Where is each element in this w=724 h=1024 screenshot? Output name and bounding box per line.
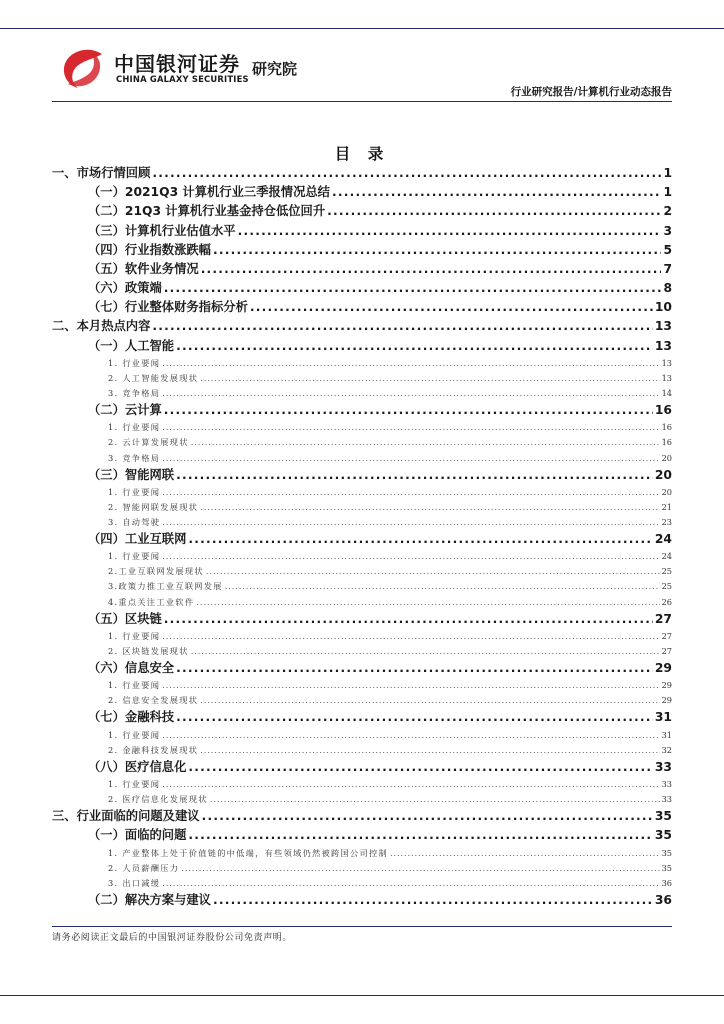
toc-dot-leader	[390, 846, 660, 861]
toc-entry-title: 3. 出口减缓	[108, 877, 161, 888]
toc-page-number: 26	[661, 596, 672, 607]
toc-entry[interactable]	[52, 807, 672, 826]
toc-entry[interactable]	[52, 485, 672, 500]
toc-entry-title: （七）行业整体财务指标分析	[88, 300, 248, 315]
toc-dot-leader	[213, 241, 661, 260]
toc-entry-title: （三）计算机行业估值水平	[88, 223, 236, 238]
toc-entry[interactable]	[52, 356, 672, 371]
toc-entry[interactable]	[52, 758, 672, 777]
toc-entry-title: （四）工业互联网	[88, 532, 187, 547]
toc-page-number: 1	[663, 165, 672, 180]
toc-entry[interactable]	[52, 530, 672, 549]
toc-page-number: 2	[663, 204, 672, 219]
toc-entry-title: （一）面临的问题	[88, 828, 187, 843]
toc-entry[interactable]	[52, 564, 672, 579]
toc-dot-leader	[162, 678, 659, 693]
toc-page-number: 27	[654, 611, 672, 626]
toc-dot-leader	[152, 164, 661, 183]
toc-entry-title: 3. 自动驾驶	[108, 517, 161, 527]
toc-entry-title: （三）智能网联	[88, 467, 175, 482]
toc-entry[interactable]	[52, 298, 672, 317]
toc-dot-leader	[162, 629, 659, 644]
toc-page-number: 27	[661, 645, 672, 656]
toc-entry-title: 1. 行业要闻	[108, 422, 161, 433]
toc-entry[interactable]	[52, 451, 672, 466]
header-rule	[52, 101, 672, 102]
toc-entry[interactable]	[52, 826, 672, 845]
toc-entry[interactable]	[52, 260, 672, 279]
toc-entry-title: （一）人工智能	[88, 338, 175, 353]
toc-dot-leader	[332, 183, 661, 202]
toc-page-number: 24	[661, 551, 672, 562]
toc-page-number: 25	[661, 581, 672, 592]
toc-entry-title: 1. 行业要闻	[108, 551, 161, 562]
toc-entry-title: （二）解决方案与建议	[88, 892, 211, 907]
toc-page-number: 27	[661, 630, 672, 641]
toc-entry[interactable]	[52, 595, 672, 610]
top-rule	[0, 28, 724, 29]
disclaimer-note: 请务必阅读正文最后的中国银河证券股份公司免责声明。	[52, 933, 293, 943]
galaxy-logo-icon	[58, 44, 106, 92]
toc-dot-leader	[210, 792, 660, 807]
toc-entry[interactable]	[52, 337, 672, 356]
toc-entry-title: （六）政策端	[88, 281, 162, 296]
toc-page-number: 35	[654, 809, 672, 824]
toc-dot-leader	[196, 595, 659, 610]
toc-dot-leader	[162, 451, 659, 466]
toc-entry-title: 3. 竞争格局	[108, 388, 161, 399]
toc-dot-leader	[176, 708, 653, 727]
toc-dot-leader	[188, 758, 652, 777]
toc-entry-title: （二）21Q3 计算机行业基金持仓低位回升	[88, 204, 326, 219]
toc-page-number: 3	[663, 223, 672, 238]
toc-entry-title: 1. 行业要闻	[108, 680, 161, 691]
toc-page-number: 13	[661, 357, 672, 368]
toc-dot-leader	[176, 466, 653, 485]
toc-entry[interactable]	[52, 693, 672, 708]
toc-dot-leader	[238, 222, 662, 241]
toc-page-number: 25	[661, 566, 672, 577]
toc-entry-title: （二）云计算	[88, 403, 162, 418]
toc-page-number: 16	[654, 403, 672, 418]
toc-entry[interactable]	[52, 792, 672, 807]
toc-entry[interactable]	[52, 466, 672, 485]
toc-dot-leader	[181, 861, 659, 876]
toc-entry-title: 2. 人员薪酬压力	[108, 862, 180, 873]
toc-page-number: 35	[654, 828, 672, 843]
toc-entry-title: 2. 信息安全发展现状	[108, 695, 199, 706]
toc-entry[interactable]	[52, 876, 672, 891]
toc-page-number: 29	[654, 661, 672, 676]
toc-entry[interactable]	[52, 515, 672, 530]
toc-entry-title: 1. 行业要闻	[108, 486, 161, 497]
toc-entry-title: （一）2021Q3 计算机行业三季报情况总结	[88, 185, 330, 200]
toc-dot-leader	[152, 318, 652, 337]
toc-entry[interactable]	[52, 279, 672, 298]
toc-entry-title: 2. 医疗信息化发展现状	[108, 794, 208, 805]
toc-dot-leader	[162, 777, 659, 792]
toc-entry[interactable]	[52, 318, 672, 337]
report-type: 行业研究报告/计算机行业动态报告	[510, 86, 672, 98]
toc-entry[interactable]	[52, 861, 672, 876]
table-of-contents	[52, 164, 672, 910]
toc-dot-leader	[162, 485, 659, 500]
toc-dot-leader	[201, 260, 662, 279]
toc-page-number: 14	[661, 388, 672, 399]
toc-dot-leader	[188, 530, 652, 549]
toc-page-number: 1	[663, 185, 672, 200]
toc-page-number: 33	[661, 778, 672, 789]
toc-page-number: 31	[654, 710, 672, 725]
toc-entry-title: 1. 产业整体上处于价值链的中低端，有些领域仍然被跨国公司控制	[108, 847, 388, 858]
toc-entry[interactable]	[52, 549, 672, 564]
toc-entry-title: 2. 云计算发展现状	[108, 437, 189, 448]
toc-entry-title: 3. 竞争格局	[108, 452, 161, 463]
toc-entry-title: （五）软件业务情况	[88, 261, 199, 276]
toc-entry[interactable]	[52, 743, 672, 758]
footer-rule	[52, 926, 672, 927]
toc-entry[interactable]	[52, 728, 672, 743]
toc-dot-leader	[200, 743, 659, 758]
toc-dot-leader	[162, 549, 659, 564]
toc-entry[interactable]	[52, 891, 672, 910]
toc-page-number: 8	[663, 281, 672, 296]
toc-entry[interactable]	[52, 610, 672, 629]
toc-entry[interactable]	[52, 241, 672, 260]
toc-entry-title: 二、本月热点内容	[52, 319, 151, 334]
toc-dot-leader	[202, 807, 653, 826]
toc-entry-title: （五）区块链	[88, 611, 162, 626]
toc-dot-leader	[191, 435, 660, 450]
toc-page-number: 20	[654, 467, 672, 482]
toc-entry-title: 1. 行业要闻	[108, 778, 161, 789]
toc-dot-leader	[162, 515, 659, 530]
toc-page-number: 29	[661, 680, 672, 691]
company-logo	[58, 44, 308, 94]
toc-entry-title: 2. 智能网联发展现状	[108, 501, 199, 512]
toc-page-number: 23	[661, 517, 672, 527]
toc-dot-leader	[188, 826, 652, 845]
toc-page-number: 13	[654, 319, 672, 334]
toc-entry[interactable]	[52, 435, 672, 450]
toc-dot-leader	[176, 337, 653, 356]
toc-entry[interactable]	[52, 846, 672, 861]
toc-entry-title: 2. 人工智能发展现状	[108, 372, 199, 383]
toc-page-number: 20	[661, 452, 672, 463]
toc-page-number: 36	[661, 877, 672, 888]
toc-dot-leader	[162, 420, 659, 435]
toc-entry-title: 2. 金融科技发展现状	[108, 744, 199, 755]
toc-page-number: 5	[663, 242, 672, 257]
toc-entry[interactable]	[52, 222, 672, 241]
toc-page-number: 33	[654, 759, 672, 774]
toc-page-number: 10	[654, 300, 672, 315]
toc-page-number: 20	[661, 486, 672, 497]
toc-page-number: 16	[661, 422, 672, 433]
toc-entry-title: 1. 行业要闻	[108, 357, 161, 368]
toc-entry[interactable]	[52, 579, 672, 594]
toc-entry[interactable]	[52, 629, 672, 644]
toc-page-number: 35	[661, 847, 672, 858]
toc-dot-leader	[225, 579, 660, 594]
toc-dot-leader	[327, 202, 661, 221]
toc-dot-leader	[176, 659, 653, 678]
toc-entry-title: 2. 区块链发展现状	[108, 645, 189, 656]
toc-entry[interactable]	[52, 678, 672, 693]
toc-entry[interactable]	[52, 644, 672, 659]
logo-chinese-name: 中国银河证券	[114, 52, 240, 76]
toc-page-number: 33	[661, 794, 672, 805]
toc-entry-title: 1. 行业要闻	[108, 729, 161, 740]
toc-page-number: 13	[661, 372, 672, 383]
toc-entry[interactable]	[52, 420, 672, 435]
toc-entry[interactable]	[52, 777, 672, 792]
toc-entry[interactable]	[52, 500, 672, 515]
logo-english-name: CHINA GALAXY SECURITIES	[116, 74, 249, 84]
toc-page-number: 16	[661, 437, 672, 448]
toc-entry-title: （七）金融科技	[88, 710, 175, 725]
toc-dot-leader	[164, 279, 662, 298]
toc-entry-title: （六）信息安全	[88, 661, 175, 676]
toc-entry[interactable]	[52, 183, 672, 202]
toc-entry[interactable]	[52, 164, 672, 183]
toc-entry[interactable]	[52, 386, 672, 401]
toc-dot-leader	[164, 401, 653, 420]
toc-dot-leader	[200, 693, 659, 708]
toc-dot-leader	[164, 610, 653, 629]
toc-page-number: 32	[661, 744, 672, 755]
toc-entry-title: 4.重点关注工业软件	[108, 596, 195, 607]
logo-subtitle: 研究院	[252, 60, 298, 78]
toc-entry-title: 三、行业面临的问题及建议	[52, 809, 200, 824]
toc-dot-leader	[200, 500, 659, 515]
toc-entry-title: （四）行业指数涨跌幅	[88, 242, 211, 257]
toc-dot-leader	[213, 891, 653, 910]
toc-dot-leader	[206, 564, 660, 579]
toc-entry-title: 1. 行业要闻	[108, 630, 161, 641]
toc-dot-leader	[250, 298, 653, 317]
toc-page-number: 24	[654, 532, 672, 547]
toc-page-number: 21	[661, 501, 672, 512]
toc-page-number: 13	[654, 338, 672, 353]
toc-title: 目 录	[334, 145, 390, 163]
toc-entry[interactable]	[52, 371, 672, 386]
bottom-rule	[0, 995, 724, 996]
toc-page-number: 35	[661, 862, 672, 873]
toc-page-number: 31	[661, 729, 672, 740]
toc-dot-leader	[200, 371, 659, 386]
toc-page-number: 7	[663, 261, 672, 276]
toc-page-number: 29	[661, 695, 672, 706]
toc-dot-leader	[162, 356, 659, 371]
toc-entry[interactable]	[52, 202, 672, 221]
toc-page-number: 36	[654, 892, 672, 907]
toc-dot-leader	[191, 644, 660, 659]
toc-entry-title: 2.工业互联网发展现状	[108, 566, 204, 577]
toc-dot-leader	[162, 876, 659, 891]
toc-entry-title: 一、市场行情回顾	[52, 165, 151, 180]
toc-dot-leader	[162, 386, 659, 401]
toc-entry[interactable]	[52, 401, 672, 420]
toc-entry[interactable]	[52, 659, 672, 678]
toc-entry[interactable]	[52, 708, 672, 727]
toc-dot-leader	[162, 728, 659, 743]
toc-entry-title: （八）医疗信息化	[88, 759, 187, 774]
toc-entry-title: 3.政策力推工业互联网发展	[108, 581, 223, 592]
